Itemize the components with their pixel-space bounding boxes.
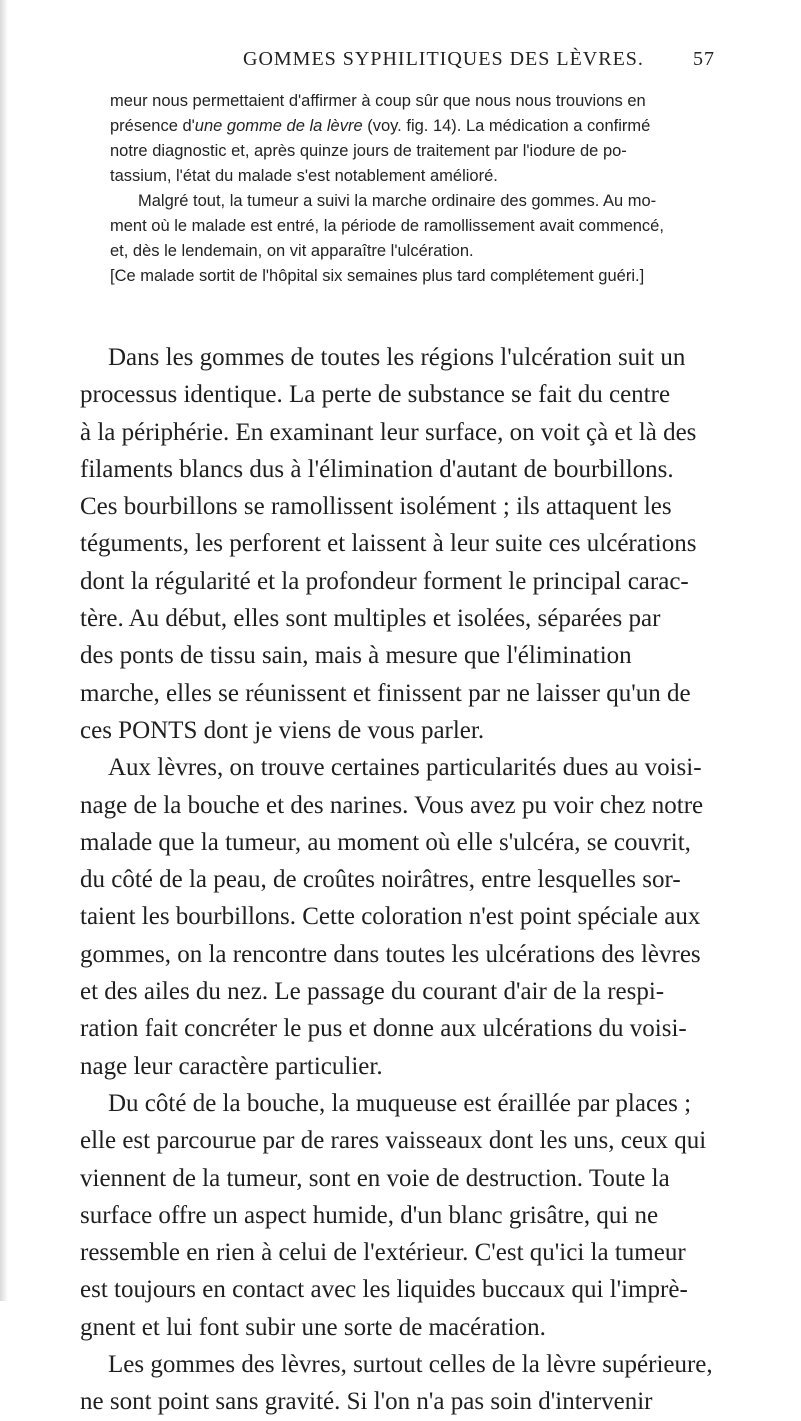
body-text-line: gnent et lui font subir une sorte de macération.	[80, 1313, 546, 1341]
italic-phrase: une gomme de la lèvre	[194, 117, 363, 135]
body-text-line: tère. Au début, elles sont multiples et isolées, séparées par	[80, 605, 661, 633]
body-text-line: ressemble en rien à celui de l'extérieur. C'est qu'ici la tumeur	[80, 1239, 686, 1267]
running-header	[105, 48, 715, 88]
body-text-line: elle est parcourue par de rares vaisseaux dont les uns, ceux qui	[80, 1127, 707, 1155]
body-text-line: filaments blancs dus à l'élimination d'autant de bourbillons.	[80, 455, 674, 483]
body-text-line: ne sont point sans gravité. Si l'on n'a pas soin d'intervenir	[80, 1388, 653, 1416]
body-text-line: ration fait concréter le pus et donne aux ulcérations du voisi-	[80, 1015, 687, 1043]
running-title: GOMMES SYPHILITIQUES DES LÈVRES.	[243, 48, 644, 70]
body-text-line: téguments, les perforent et laissent à leur suite ces ulcérations	[80, 530, 697, 558]
body-text-line: et des ailes du nez. Le passage du courant d'air de la respi-	[80, 978, 665, 1006]
body-text-line: malade que la tumeur, au moment où elle s'ulcéra, se couvrit,	[80, 828, 691, 856]
small-text-line: tassium, l'état du malade s'est notablement amélioré.	[110, 167, 498, 185]
main-body-text	[80, 339, 730, 1421]
text-run: présence d'	[110, 117, 195, 135]
small-text-line: notre diagnostic et, après quinze jours de traitement par l'iodure de po-	[110, 142, 627, 160]
small-text-line: [Ce malade sortit de l'hôpital six semaines plus tard complétement guéri.]	[110, 267, 645, 285]
body-text-line: Dans les gommes de toutes les régions l'ulcération suit un	[108, 344, 686, 371]
body-text-line: processus identique. La perte de substance se fait du centre	[80, 381, 671, 409]
body-text-line: à la périphérie. En examinant leur surface, on voit çà et là des	[80, 418, 697, 446]
body-text-line: Ces bourbillons se ramollissent isolément ; ils attaquent les	[80, 493, 672, 521]
body-text-line: gommes, on la rencontre dans toutes les ulcérations des lèvres	[80, 940, 701, 968]
small-text-line: et, dès le lendemain, on vit apparaître l'ulcération.	[110, 242, 474, 260]
body-text-line: Les gommes des lèvres, surtout celles de la lèvre supérieure,	[108, 1351, 713, 1379]
body-text-line: Du côté de la bouche, la muqueuse est éraillée par places ;	[108, 1089, 692, 1117]
body-text-line: marche, elles se réunissent et finissent par ne laisser qu'un de	[80, 679, 691, 707]
case-report-small-print	[110, 89, 690, 289]
page-edge-shadow	[0, 0, 8, 1301]
small-text-line: Malgré tout, la tumeur a suivi la marche ordinaire des gommes. Au mo-	[138, 192, 657, 210]
body-text-line: ces PONTS dont je viens de vous parler.	[80, 716, 485, 744]
body-text-line: surface offre un aspect humide, d'un blanc grisâtre, qui ne	[80, 1201, 659, 1229]
small-text-line	[110, 114, 690, 139]
body-text-line: nage leur caractère particulier.	[80, 1052, 383, 1080]
body-text-line: est toujours en contact avec les liquides buccaux qui l'imprè-	[80, 1276, 688, 1304]
page-number: 57	[693, 48, 715, 70]
body-text-line: des ponts de tissu sain, mais à mesure que l'élimination	[80, 642, 632, 670]
body-text-line: Aux lèvres, on trouve certaines particularités dues au voisi-	[108, 754, 702, 782]
text-run: (voy. fig. 14). La médication a confirmé	[362, 117, 651, 135]
small-text-line: ment où le malade est entré, la période de ramollissement avait commencé,	[110, 217, 664, 235]
body-text-line: dont la régularité et la profondeur forment le principal carac-	[80, 567, 689, 595]
body-text-line: viennent de la tumeur, sont en voie de destruction. Toute la	[80, 1164, 670, 1192]
small-text-line: meur nous permettaient d'affirmer à coup sûr que nous nous trouvions en	[110, 92, 646, 110]
body-text-line: nage de la bouche et des narines. Vous avez pu voir chez notre	[80, 791, 704, 819]
body-text-line: du côté de la peau, de croûtes noirâtres, entre lesquelles sor-	[80, 866, 681, 894]
body-text-line: taient les bourbillons. Cette coloration n'est point spéciale aux	[80, 903, 701, 931]
